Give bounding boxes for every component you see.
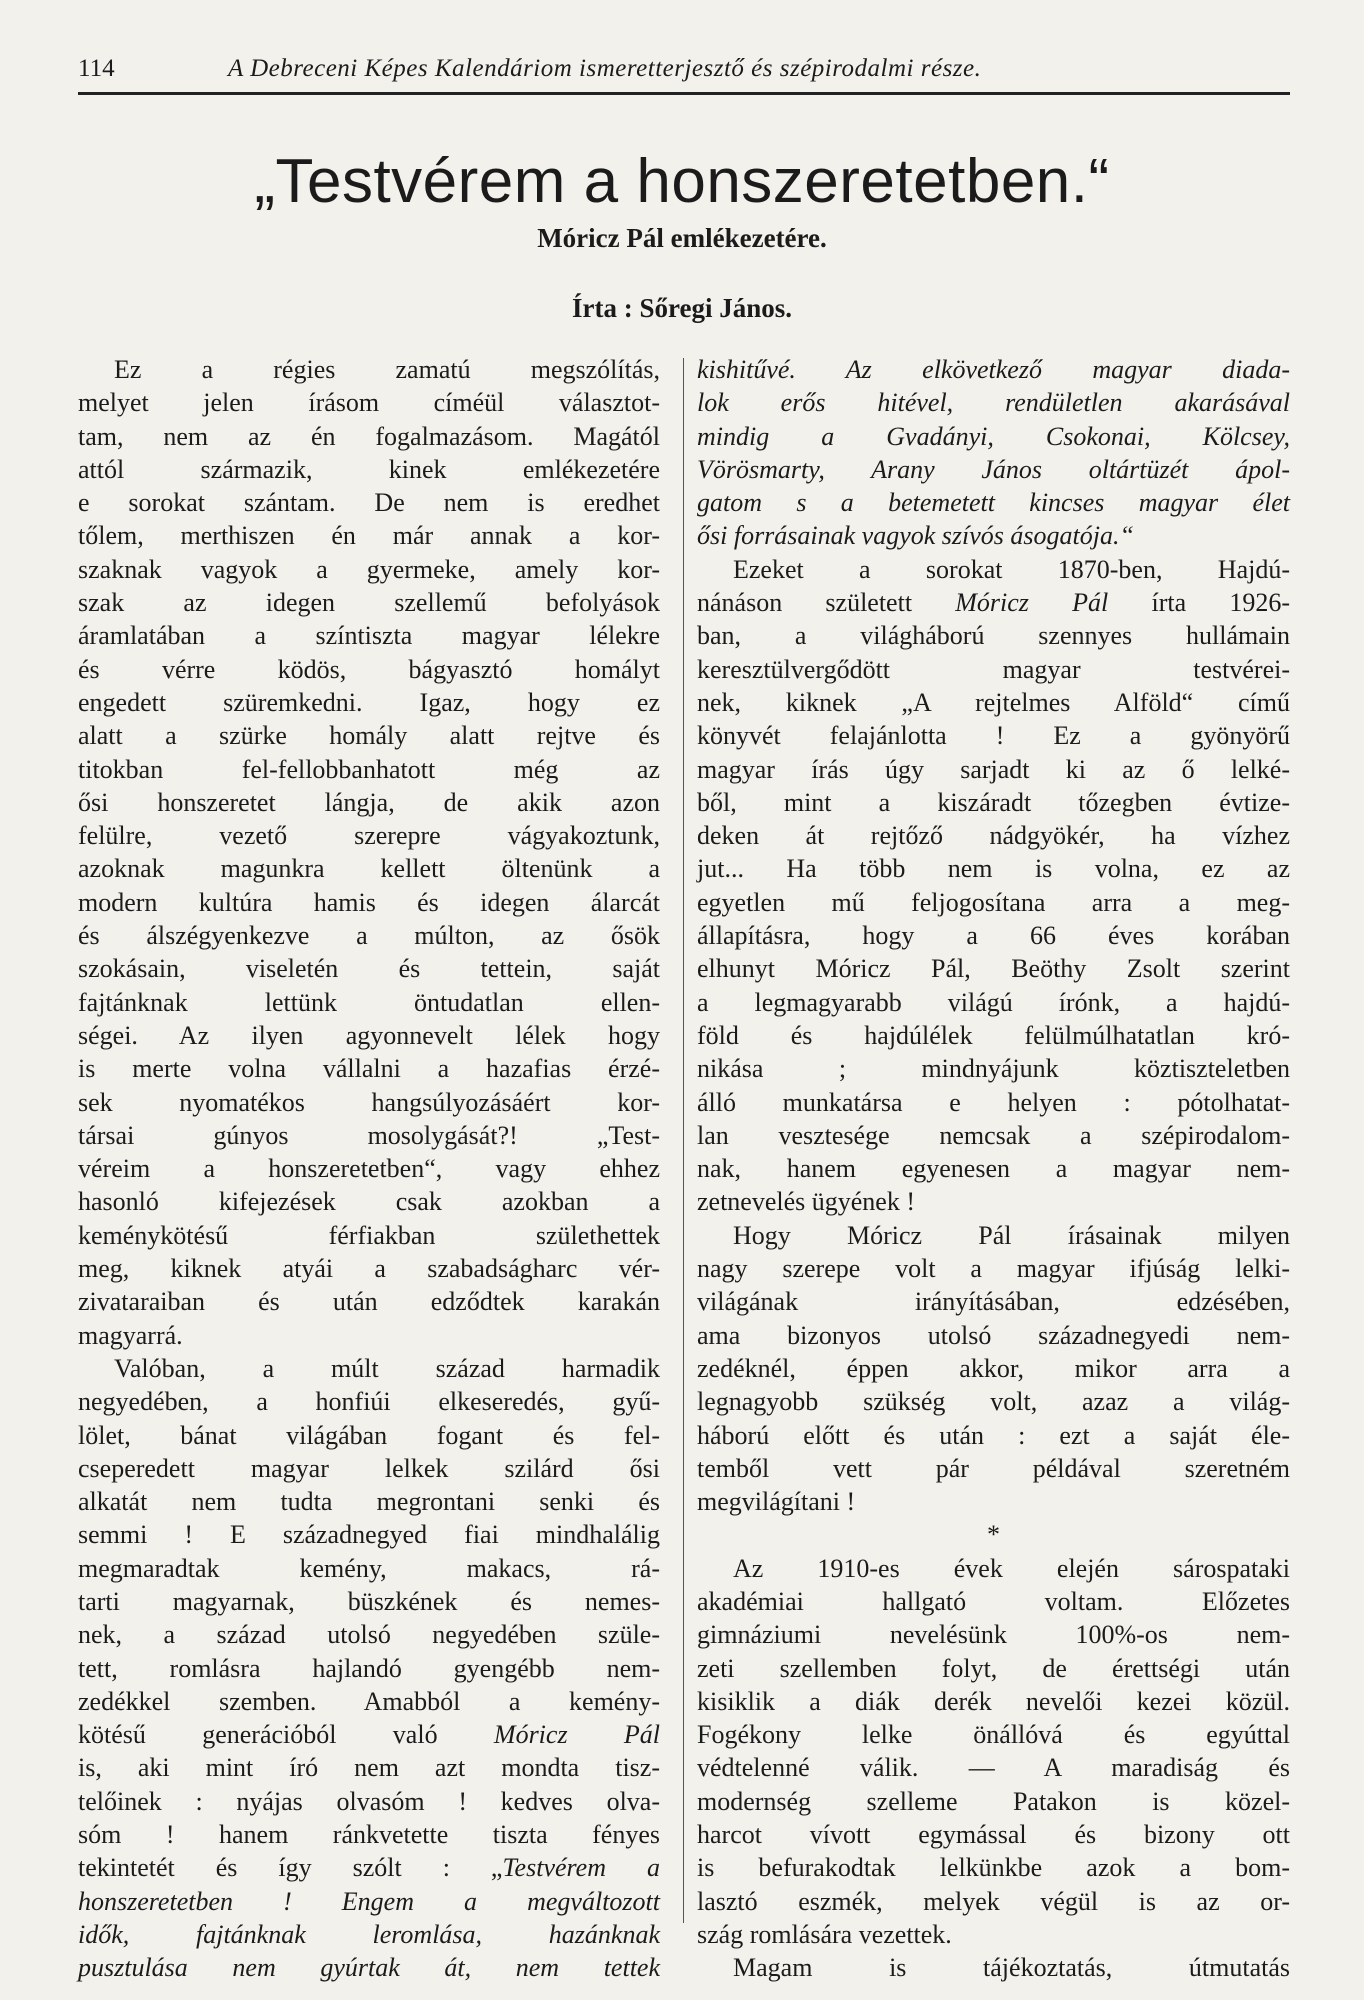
text-line: zivataraiban és után edződtek karakán [78, 1287, 660, 1317]
text-line: zeti szellemben folyt, de érettségi után [697, 1653, 1290, 1683]
text-line-mixed [697, 586, 1290, 619]
text-line: zedékkel szemben. Amabból a kemény- [78, 1686, 660, 1716]
text-line: szaknak vagyok a gyermeke, amely kor- [78, 554, 660, 584]
text-line: modern kultúra hamis és idegen álarcát [78, 887, 660, 917]
text-line: elhunyt Móricz Pál, Beöthy Zsolt szerint [697, 954, 1290, 984]
text-line: Az 1910-es évek elején sárospataki [733, 1553, 1290, 1583]
text-line: Valóban, a múlt század harmadik [114, 1353, 660, 1383]
text-line: nek, kiknek „A rejtelmes Alföld“ című [697, 687, 1290, 717]
text-line: ségei. Az ilyen agyonnevelt lélek hogy [78, 1020, 660, 1050]
text-line: telőinek : nyájas olvasóm ! kedves olva- [78, 1786, 660, 1816]
text-line: zetnevelés ügyének ! [697, 1187, 916, 1217]
text-line-mixed [78, 1851, 660, 1884]
text-line: társai gúnyos mosolygását?! „Test- [78, 1120, 660, 1150]
text-line: nagy szerepe volt a magyar ifjúság lelki- [697, 1254, 1290, 1284]
text-fragment: tekintetét és így szólt : „ [78, 1853, 503, 1883]
right-column [697, 353, 1290, 1985]
text-line: kisiklik a diák derék nevelői kezei közül. [697, 1686, 1290, 1716]
text-line: föld és hajdúlélek felülmúlhatatlan kró- [697, 1020, 1290, 1050]
text-line: legnagyobb szükség volt, azaz a világ- [697, 1387, 1290, 1417]
section-break-asterisk: * [987, 1520, 1000, 1550]
text-line: Ezeket a sorokat 1870-ben, Hajdú- [733, 554, 1290, 584]
text-fragment: írta 1926- [1151, 588, 1290, 618]
text-line: temből vett pár példával szeretném [697, 1453, 1290, 1483]
running-title: A Debreceni Képes Kalendáriom ismeretterjesztő és szépirodalmi része. [228, 55, 982, 82]
text-line: védtelenné válik. — A maradiság és [697, 1753, 1290, 1783]
text-line: nikása ; mindnyájunk köztiszteletben [697, 1054, 1290, 1084]
text-line: sóm ! hanem ránkvetette tiszta fényes [78, 1820, 660, 1850]
text-line: lok erős hitével, rendületlen akarásával [697, 388, 1290, 418]
article-subtitle: Móricz Pál emlékezetére. [537, 223, 827, 253]
text-line: ama bizonyos utolsó századnegyedi nem- [697, 1320, 1290, 1350]
text-line: gimnáziumi nevelésünk 100%-os nem- [697, 1620, 1290, 1650]
text-line: akadémiai hallgató voltam. Előzetes [697, 1586, 1290, 1616]
text-fragment: nánáson született [697, 588, 913, 618]
text-line: Magam is tájékoztatás, útmutatás [733, 1953, 1290, 1983]
page-number: 114 [78, 55, 115, 82]
italic-quote-start: Testvérem a [502, 1853, 660, 1883]
text-line: álló munkatársa e helyen : pótolhatat- [697, 1087, 1290, 1117]
text-line: szág romlására vezettek. [697, 1919, 952, 1949]
text-line: modernség szelleme Patakon is közel- [697, 1786, 1290, 1816]
text-line: ősi forrásainak vagyok szívós ásogatója.“ [697, 521, 1134, 551]
italic-name: Móricz Pál [493, 1720, 660, 1750]
text-line: véreim a honszeretetben“, vagy ehhez [78, 1154, 660, 1184]
text-line: ősi honszeretet lángja, de akik azon [78, 787, 660, 817]
left-column [78, 353, 660, 1985]
text-line: szokásain, viseletén és tettein, saját [78, 954, 660, 984]
text-line: háború előtt és után : ezt a saját éle- [697, 1420, 1290, 1450]
text-line: Fogékony lelke önállóvá és egyúttal [697, 1720, 1290, 1750]
text-line: engedett szüremkedni. Igaz, hogy ez [78, 687, 660, 717]
header-rule [78, 92, 1290, 95]
text-line: megvilágítani ! [697, 1487, 856, 1517]
text-line: világának irányításában, edzésében, [697, 1287, 1290, 1317]
text-line: és vérre ködös, bágyasztó homályt [78, 654, 660, 684]
text-line: Vörösmarty, Arany János oltártüzét ápol- [697, 454, 1290, 484]
byline: Írta : Sőregi János. [572, 293, 792, 323]
text-line: gatom s a betemetett kincses magyar élet [697, 488, 1290, 518]
text-line: felülre, vezető szerepre vágyakoztunk, [78, 821, 660, 851]
text-line: pusztulása nem gyúrtak át, nem tettek [78, 1953, 660, 1983]
text-line: alkatát nem tudta megrontani senki és [78, 1487, 660, 1517]
text-line: is, aki mint író nem azt mondta tisz- [78, 1753, 660, 1783]
text-line: fajtánknak lettünk öntudatlan ellen- [78, 987, 660, 1017]
column-divider [683, 358, 684, 1923]
text-line: könyvét felajánlotta ! Ez a gyönyörű [697, 721, 1290, 751]
article-title: „Testvérem a honszeretetben.“ [254, 147, 1110, 216]
text-line: sek nyomatékos hangsúlyozásáért kor- [78, 1087, 660, 1117]
text-line: attól származik, kinek emlékezetére [78, 454, 660, 484]
text-line: és álszégyenkezve a múlton, az ősök [78, 921, 660, 951]
text-line: jut... Ha több nem is volna, ez az [697, 854, 1290, 884]
text-line: kishitűvé. Az elkövetkező magyar diada- [697, 355, 1290, 384]
text-line: lölet, bánat világában fogant és fel- [78, 1420, 660, 1450]
text-line: Hogy Móricz Pál írásainak milyen [733, 1220, 1290, 1250]
text-line: tam, nem az én fogalmazásom. Magától [78, 421, 660, 451]
text-line: semmi ! E századnegyed fiai mindhalálig [78, 1520, 660, 1550]
text-line: hasonló kifejezések csak azokban a [78, 1187, 660, 1217]
text-line: cseperedett magyar lelkek szilárd ősi [78, 1453, 660, 1483]
text-line: a legmagyarabb világú írónk, a hajdú- [697, 987, 1290, 1017]
text-line: tarti magyarnak, büszkének és nemes- [78, 1586, 660, 1616]
text-line: idők, fajtánknak leromlása, hazánknak [78, 1919, 660, 1949]
text-line: is befurakodtak lelkünkbe azok a bom- [697, 1853, 1290, 1883]
italic-name: Móricz Pál [955, 588, 1109, 618]
text-line: ből, mint a kiszáradt tőzegben évtize- [697, 787, 1290, 817]
text-line: azoknak magunkra kellett öltenünk a [78, 854, 660, 884]
text-line: keresztülvergődött magyar testvérei- [697, 654, 1290, 684]
text-line: ban, a világháború szennyes hullámain [697, 621, 1290, 651]
text-line: Ez a régies zamatú megszólítás, [114, 355, 660, 384]
text-line: meg, kiknek atyái a szabadságharc vér- [78, 1254, 660, 1284]
text-line: negyedében, a honfiúi elkeseredés, gyű- [78, 1387, 660, 1417]
text-line: magyarrá. [78, 1320, 183, 1350]
text-line: tett, romlásra hajlandó gyengébb nem- [78, 1653, 660, 1683]
text-line: egyetlen mű feljogosítana arra a meg- [697, 887, 1290, 917]
text-line: alatt a szürke homály alatt rejtve és [78, 721, 660, 751]
text-line: mindig a Gvadányi, Csokonai, Kölcsey, [697, 421, 1290, 451]
text-line: honszeretetben ! Engem a megváltozott [78, 1886, 660, 1916]
text-line: nak, hanem egyenesen a magyar nem- [697, 1154, 1290, 1184]
text-line: lasztó eszmék, melyek végül is az or- [697, 1886, 1290, 1916]
text-line: zedéknél, éppen akkor, mikor arra a [697, 1353, 1290, 1383]
text-line: nek, a század utolsó negyedében szüle- [78, 1620, 660, 1650]
text-fragment: kötésű generációból való [78, 1720, 438, 1750]
text-line: áramlatában a színtiszta magyar lélekre [78, 621, 660, 651]
text-line: magyar írás úgy sarjadt ki az ő lelké- [697, 754, 1290, 784]
text-line: is merte volna vállalni a hazafias érzé- [78, 1054, 660, 1084]
text-line: e sorokat szántam. De nem is eredhet [78, 488, 660, 518]
text-line: keménykötésű férfiakban születhettek [78, 1220, 660, 1250]
text-line: tőlem, merthiszen én már annak a kor- [78, 521, 660, 551]
text-line: lan vesztesége nemcsak a szépirodalom- [697, 1120, 1290, 1150]
text-line: megmaradtak kemény, makacs, rá- [78, 1553, 660, 1583]
text-line: titokban fel-fellobbanhatott még az [78, 754, 660, 784]
text-line: deken át rejtőző nádgyökér, ha vízhez [697, 821, 1290, 851]
text-line: melyet jelen írásom címéül választot- [78, 388, 660, 418]
text-line: harcot vívott egymással és bizony ott [697, 1820, 1290, 1850]
text-line: állapításra, hogy a 66 éves korában [697, 921, 1290, 951]
text-line-mixed [78, 1718, 660, 1751]
text-line: szak az idegen szellemű befolyások [78, 588, 660, 618]
